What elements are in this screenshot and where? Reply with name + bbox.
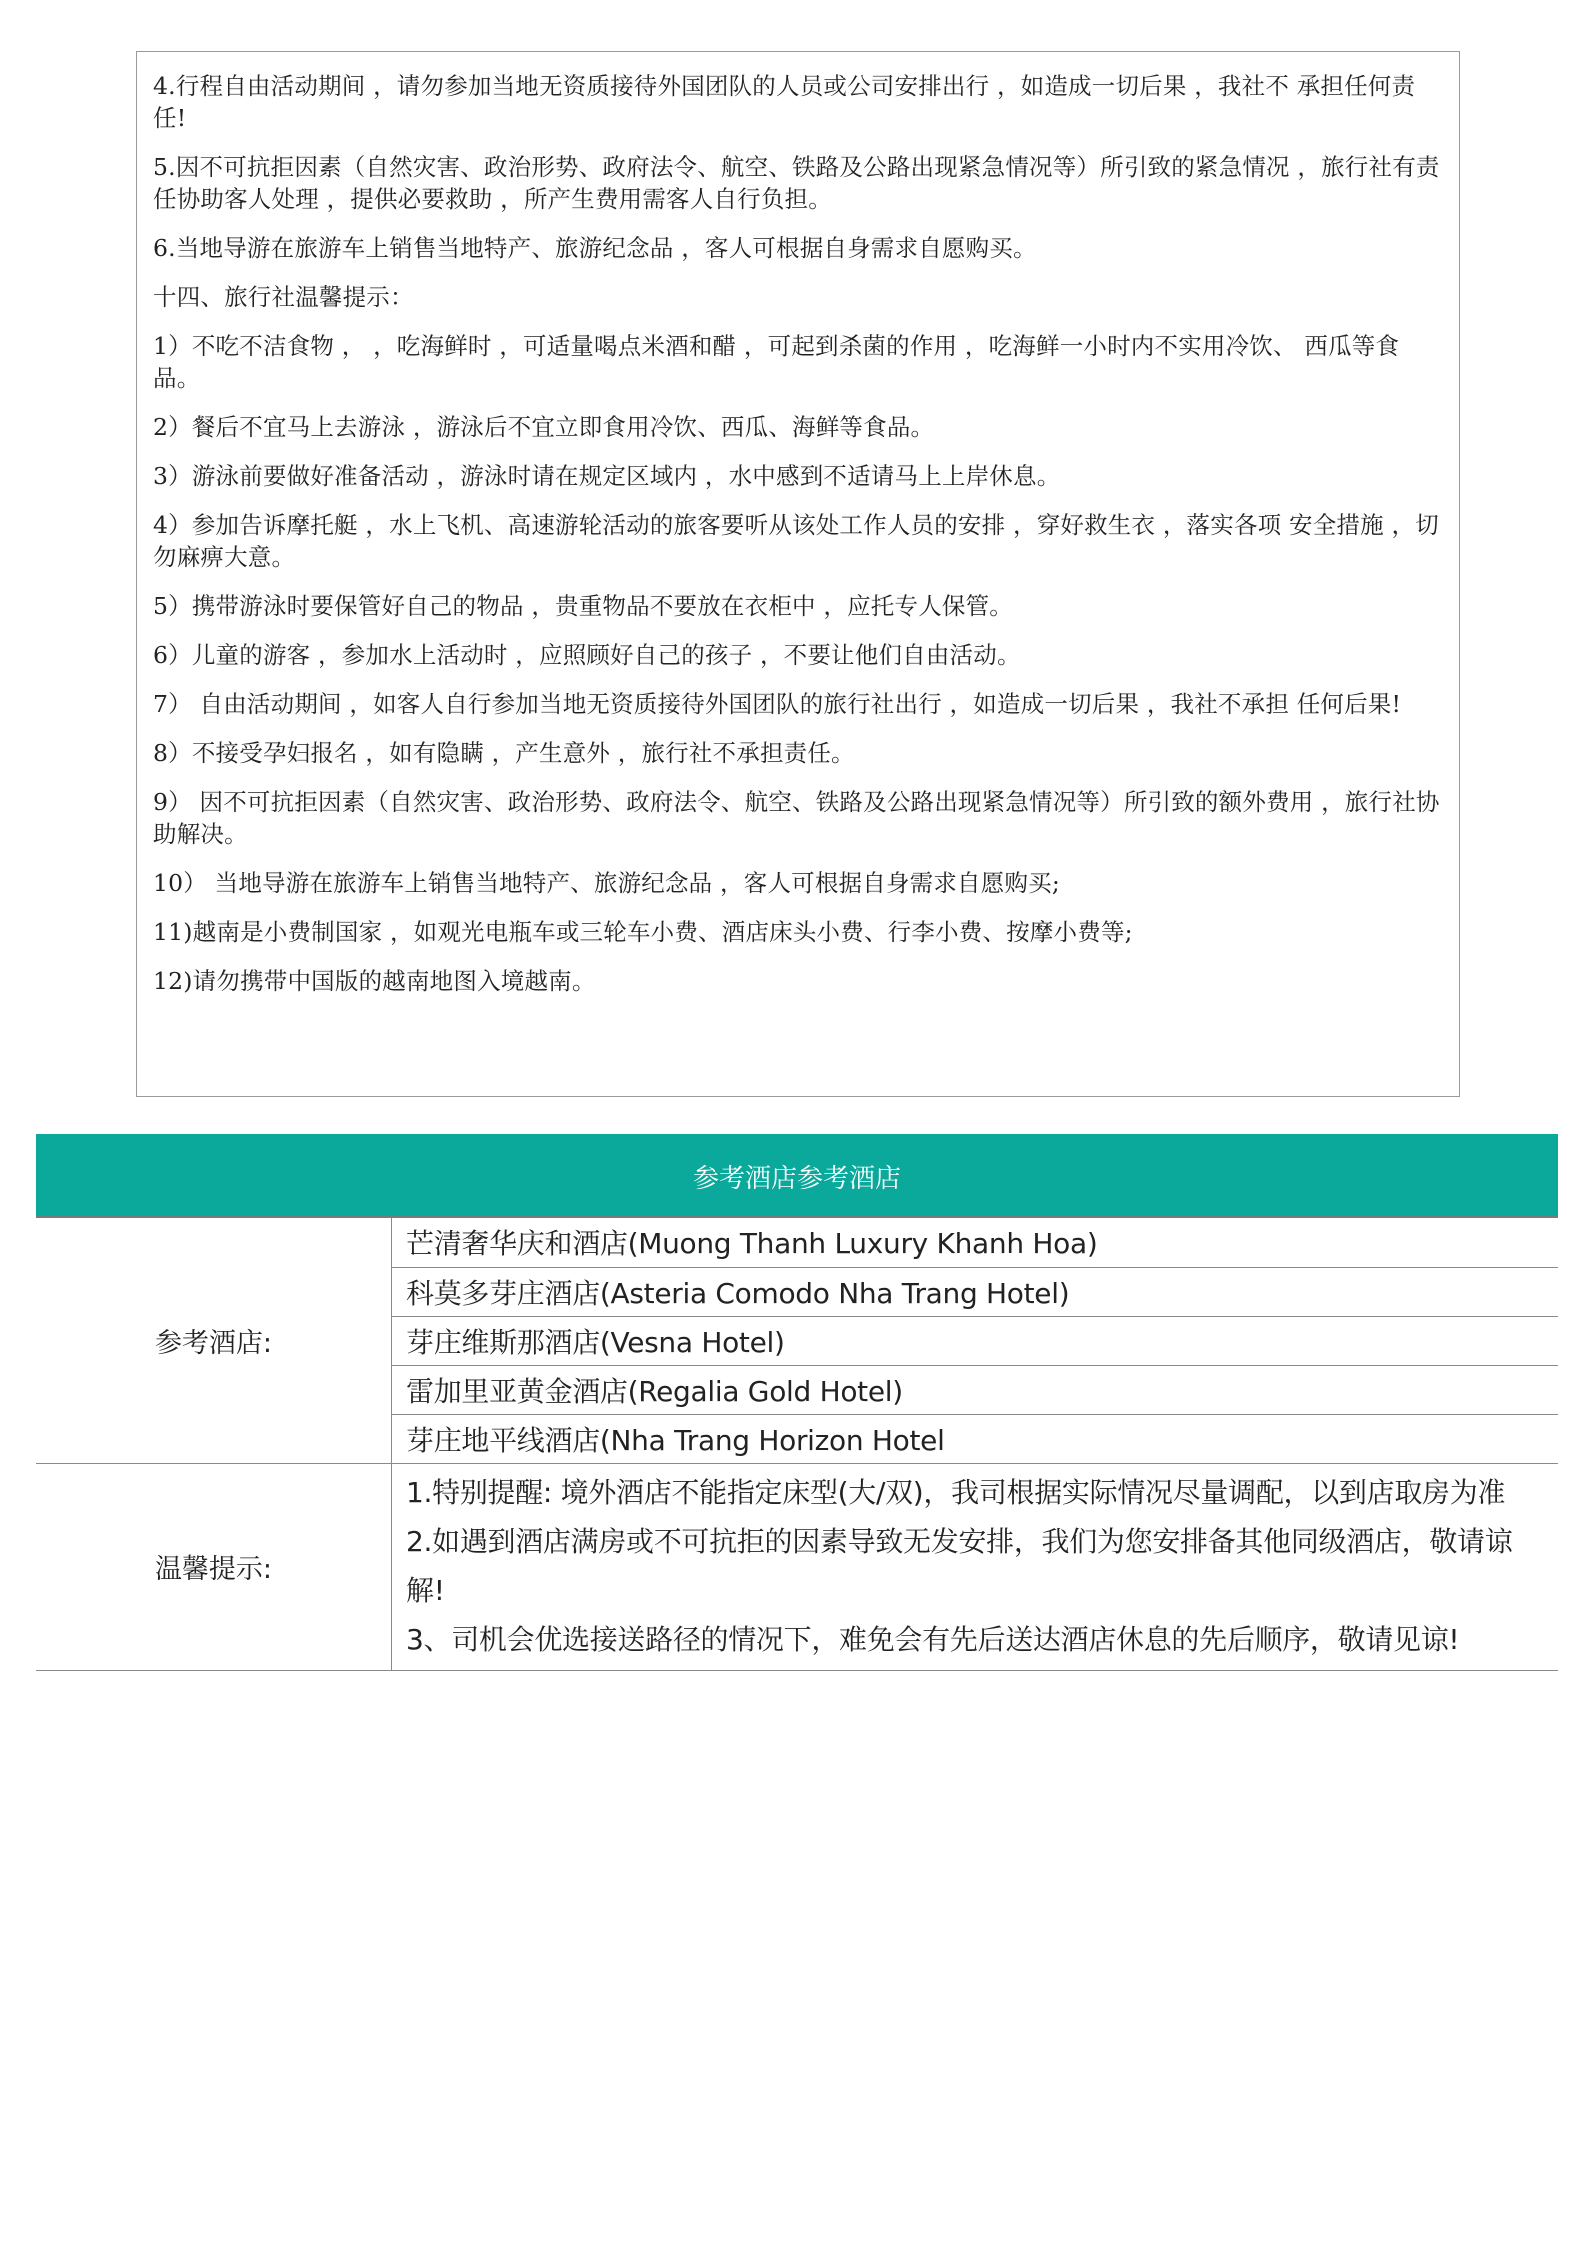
note-item: 12)请勿携带中国版的越南地图入境越南。 (153, 967, 596, 995)
travel-notes-box (136, 51, 1460, 1097)
tips-content (392, 1463, 1559, 1670)
note-item: 6）儿童的游客 ，参加水上活动时 ，应照顾好自己的孩子 ，不要让他们自由活动。 (153, 641, 1021, 669)
note-item: 4.行程自由活动期间 ，请勿参加当地无资质接待外国团队的人员或公司安排出行 ，如造成一切后果 ，我社不 承担任何责任! (153, 72, 1416, 132)
hotel-name: 雷加里亚黄金酒店(Regalia Gold Hotel) (392, 1365, 1559, 1414)
table-row (36, 1463, 1558, 1670)
hotel-label: 参考酒店: (36, 1218, 392, 1463)
note-item: 4）参加告诉摩托艇 ，水上飞机、高速游轮活动的旅客要听从该处工作人员的安排 ，穿好救生衣 ，落实各项 安全措施 ，切勿麻痹大意。 (153, 511, 1439, 571)
hotel-section-header (36, 1134, 1558, 1218)
hotel-name: 芽庄地平线酒店(Nha Trang Horizon Hotel (392, 1414, 1559, 1463)
hotel-name: 芽庄维斯那酒店(Vesna Hotel) (392, 1316, 1559, 1365)
note-item: 11)越南是小费制国家 ，如观光电瓶车或三轮车小费、酒店床头小费、行李小费、按摩小费等; (153, 918, 1133, 946)
hotel-table (36, 1218, 1558, 1671)
note-item: 6.当地导游在旅游车上销售当地特产、旅游纪念品 ，客人可根据自身需求自愿购买。 (153, 234, 1037, 262)
tip-item: 3、司机会优选接送路径的情况下，难免会有先后送达酒店休息的先后顺序，敬请见谅! (406, 1622, 1460, 1656)
note-item: 1）不吃不洁食物 ， ，吃海鲜时 ，可适量喝点米酒和醋 ，可起到杀菌的作用 ，吃海鲜一小时内不实用冷饮、 西瓜等食品。 (153, 332, 1400, 392)
hotel-name: 芒清奢华庆和酒店(Muong Thanh Luxury Khanh Hoa) (392, 1218, 1559, 1267)
hotel-name: 科莫多芽庄酒店(Asteria Comodo Nha Trang Hotel) (392, 1267, 1559, 1316)
note-item: 7） 自由活动期间 ，如客人自行参加当地无资质接待外国团队的旅行社出行 ，如造成一切后果 ，我社不承担 任何后果! (153, 690, 1402, 718)
note-item: 3）游泳前要做好准备活动 ，游泳时请在规定区域内 ，水中感到不适请马上上岸休息。 (153, 462, 1061, 490)
table-row (36, 1218, 1558, 1267)
note-item: 8）不接受孕妇报名 ，如有隐瞒 ，产生意外 ，旅行社不承担责任。 (153, 739, 855, 767)
note-item: 10） 当地导游在旅游车上销售当地特产、旅游纪念品 ，客人可根据自身需求自愿购买; (153, 869, 1060, 897)
note-item: 2）餐后不宜马上去游泳 ，游泳后不宜立即食用冷饮、西瓜、海鲜等食品。 (153, 413, 935, 441)
tip-item: 1.特别提醒: 境外酒店不能指定床型(大/双)，我司根据实际情况尽量调配，以到店取房为准 (406, 1475, 1506, 1509)
tip-item: 2.如遇到酒店满房或不可抗拒的因素导致无发安排，我们为您安排备其他同级酒店，敬请谅解! (406, 1524, 1513, 1607)
note-item: 5）携带游泳时要保管好自己的物品 ，贵重物品不要放在衣柜中 ，应托专人保管。 (153, 592, 1013, 620)
note-heading: 十四、旅行社温馨提示： (153, 283, 414, 311)
note-item: 5.因不可抗拒因素（自然灾害、政治形势、政府法令、航空、铁路及公路出现紧急情况等）所引致的紧急情况 ，旅行社有责任协助客人处理 ，提供必要救助 ，所产生费用需客人自行负担。 (153, 153, 1440, 213)
tips-label: 温馨提示: (36, 1463, 392, 1670)
hotel-section-title: 参考酒店参考酒店 (692, 1163, 901, 1194)
note-item: 9） 因不可抗拒因素（自然灾害、政治形势、政府法令、航空、铁路及公路出现紧急情况等）所引致的额外费用 ，旅行社协助解决。 (153, 788, 1440, 848)
